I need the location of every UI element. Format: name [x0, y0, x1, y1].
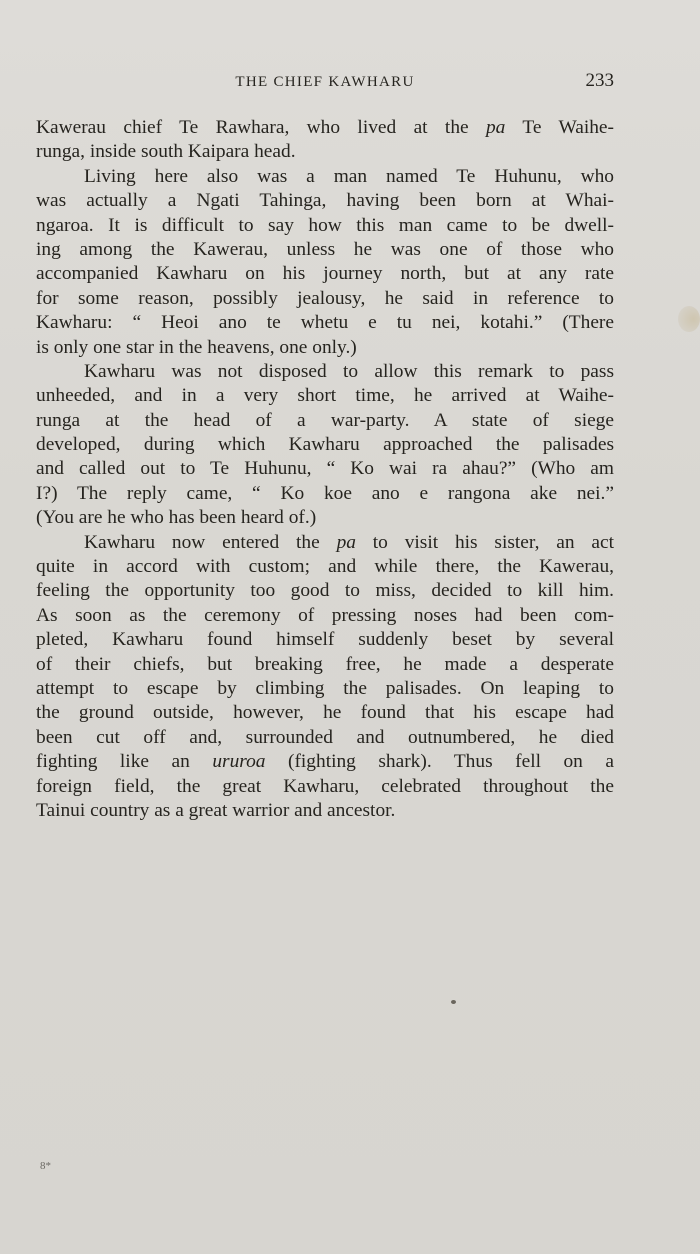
- text-segment: for some reason, possibly jealousy, he said in reference to: [36, 287, 614, 309]
- text-line: [36, 287, 614, 311]
- text-line: [36, 409, 614, 433]
- text-line: [36, 433, 614, 457]
- text-segment: was actually a Ngati Tahinga, having been born at Whai-: [36, 190, 614, 212]
- running-title: THE CHIEF KAWHARU: [235, 74, 415, 90]
- text-line: [36, 653, 614, 677]
- text-segment: Kawharu: “ Heoi ano te whetu e tu nei, kotahi.” (There: [36, 312, 614, 334]
- text-line: [36, 604, 614, 628]
- text-segment: Kawharu was not disposed to allow this remark to pass: [84, 360, 614, 382]
- text-segment: As soon as the ceremony of pressing noses had been com-: [36, 604, 614, 626]
- text-line: [36, 262, 614, 286]
- text-segment: of their chiefs, but breaking free, he made a desperate: [36, 653, 614, 675]
- signature-mark: 8*: [40, 1160, 51, 1172]
- text-segment: foreign field, the great Kawharu, celebrated throughout the: [36, 775, 614, 797]
- text-segment: Te Waihe-: [505, 117, 614, 138]
- text-segment: ngaroa. It is difficult to say how this man came to be dwell-: [36, 214, 614, 236]
- text-segment: the ground outside, however, he found that his escape had: [36, 702, 614, 724]
- text-segment: is only one star in the heavens, one only.): [36, 336, 357, 358]
- text-line: [36, 799, 614, 823]
- text-segment: Kawharu now entered the: [84, 531, 337, 553]
- text-line: [36, 165, 614, 189]
- text-line: [36, 384, 614, 408]
- text-line: [36, 214, 614, 238]
- text-segment: ing among the Kawerau, unless he was one of those who: [36, 238, 614, 260]
- text-line: [36, 701, 614, 725]
- text-line: [36, 336, 614, 360]
- text-segment: pleted, Kawharu found himself suddenly beset by several: [36, 629, 614, 651]
- italic-term: pa: [336, 531, 356, 553]
- body-text: [36, 116, 614, 823]
- text-segment: to visit his sister, an act: [355, 531, 614, 553]
- text-line: [36, 189, 614, 213]
- text-line: [36, 506, 614, 530]
- text-line: [36, 677, 614, 701]
- text-line: [36, 555, 614, 579]
- text-line: [36, 360, 614, 384]
- text-segment: Living here also was a man named Te Huhunu, who: [84, 165, 614, 187]
- text-segment: quite in accord with custom; and while there, the Kawerau,: [36, 556, 614, 578]
- text-segment: runga at the head of a war-party. A state of siege: [36, 409, 614, 431]
- text-line: [36, 311, 614, 335]
- text-segment: Kawerau chief Te Rawhara, who lived at the: [36, 117, 486, 138]
- text-segment: Tainui country as a great warrior and ancestor.: [36, 799, 396, 821]
- page-header: [36, 68, 614, 98]
- text-line: [36, 140, 614, 164]
- text-segment: accompanied Kawharu on his journey north, but at any rate: [36, 263, 614, 285]
- text-segment: developed, during which Kawharu approached the palisades: [36, 434, 614, 456]
- paper-stain: [678, 306, 700, 332]
- text-segment: (You are he who has been heard of.): [36, 507, 317, 529]
- text-line: [36, 482, 614, 506]
- italic-term: pa: [485, 117, 506, 138]
- page-number: 233: [585, 70, 614, 91]
- text-segment: runga, inside south Kaipara head.: [36, 141, 296, 163]
- text-segment: I?) The reply came, “ Ko koe ano e rangona ake nei.”: [36, 482, 614, 504]
- italic-term: ururoa: [212, 751, 266, 773]
- text-segment: fighting like an: [36, 751, 213, 773]
- ink-speck: [451, 1000, 456, 1004]
- text-segment: been cut off and, surrounded and outnumbered, he died: [36, 726, 614, 748]
- text-line: [36, 457, 614, 481]
- text-line: [36, 579, 614, 603]
- text-line: [36, 628, 614, 652]
- text-segment: (fighting shark). Thus fell on a: [265, 751, 614, 773]
- text-line: [36, 775, 614, 799]
- text-segment: attempt to escape by climbing the palisades. On leaping to: [36, 677, 614, 699]
- text-line: [36, 238, 614, 262]
- text-line: [36, 531, 614, 555]
- text-line: [36, 116, 614, 140]
- text-segment: and called out to Te Huhunu, “ Ko wai ra ahau?” (Who am: [36, 458, 614, 480]
- text-line: [36, 750, 614, 774]
- text-segment: feeling the opportunity too good to miss, decided to kill him.: [36, 580, 614, 602]
- text-segment: unheeded, and in a very short time, he arrived at Waihe-: [36, 385, 614, 407]
- text-line: [36, 726, 614, 750]
